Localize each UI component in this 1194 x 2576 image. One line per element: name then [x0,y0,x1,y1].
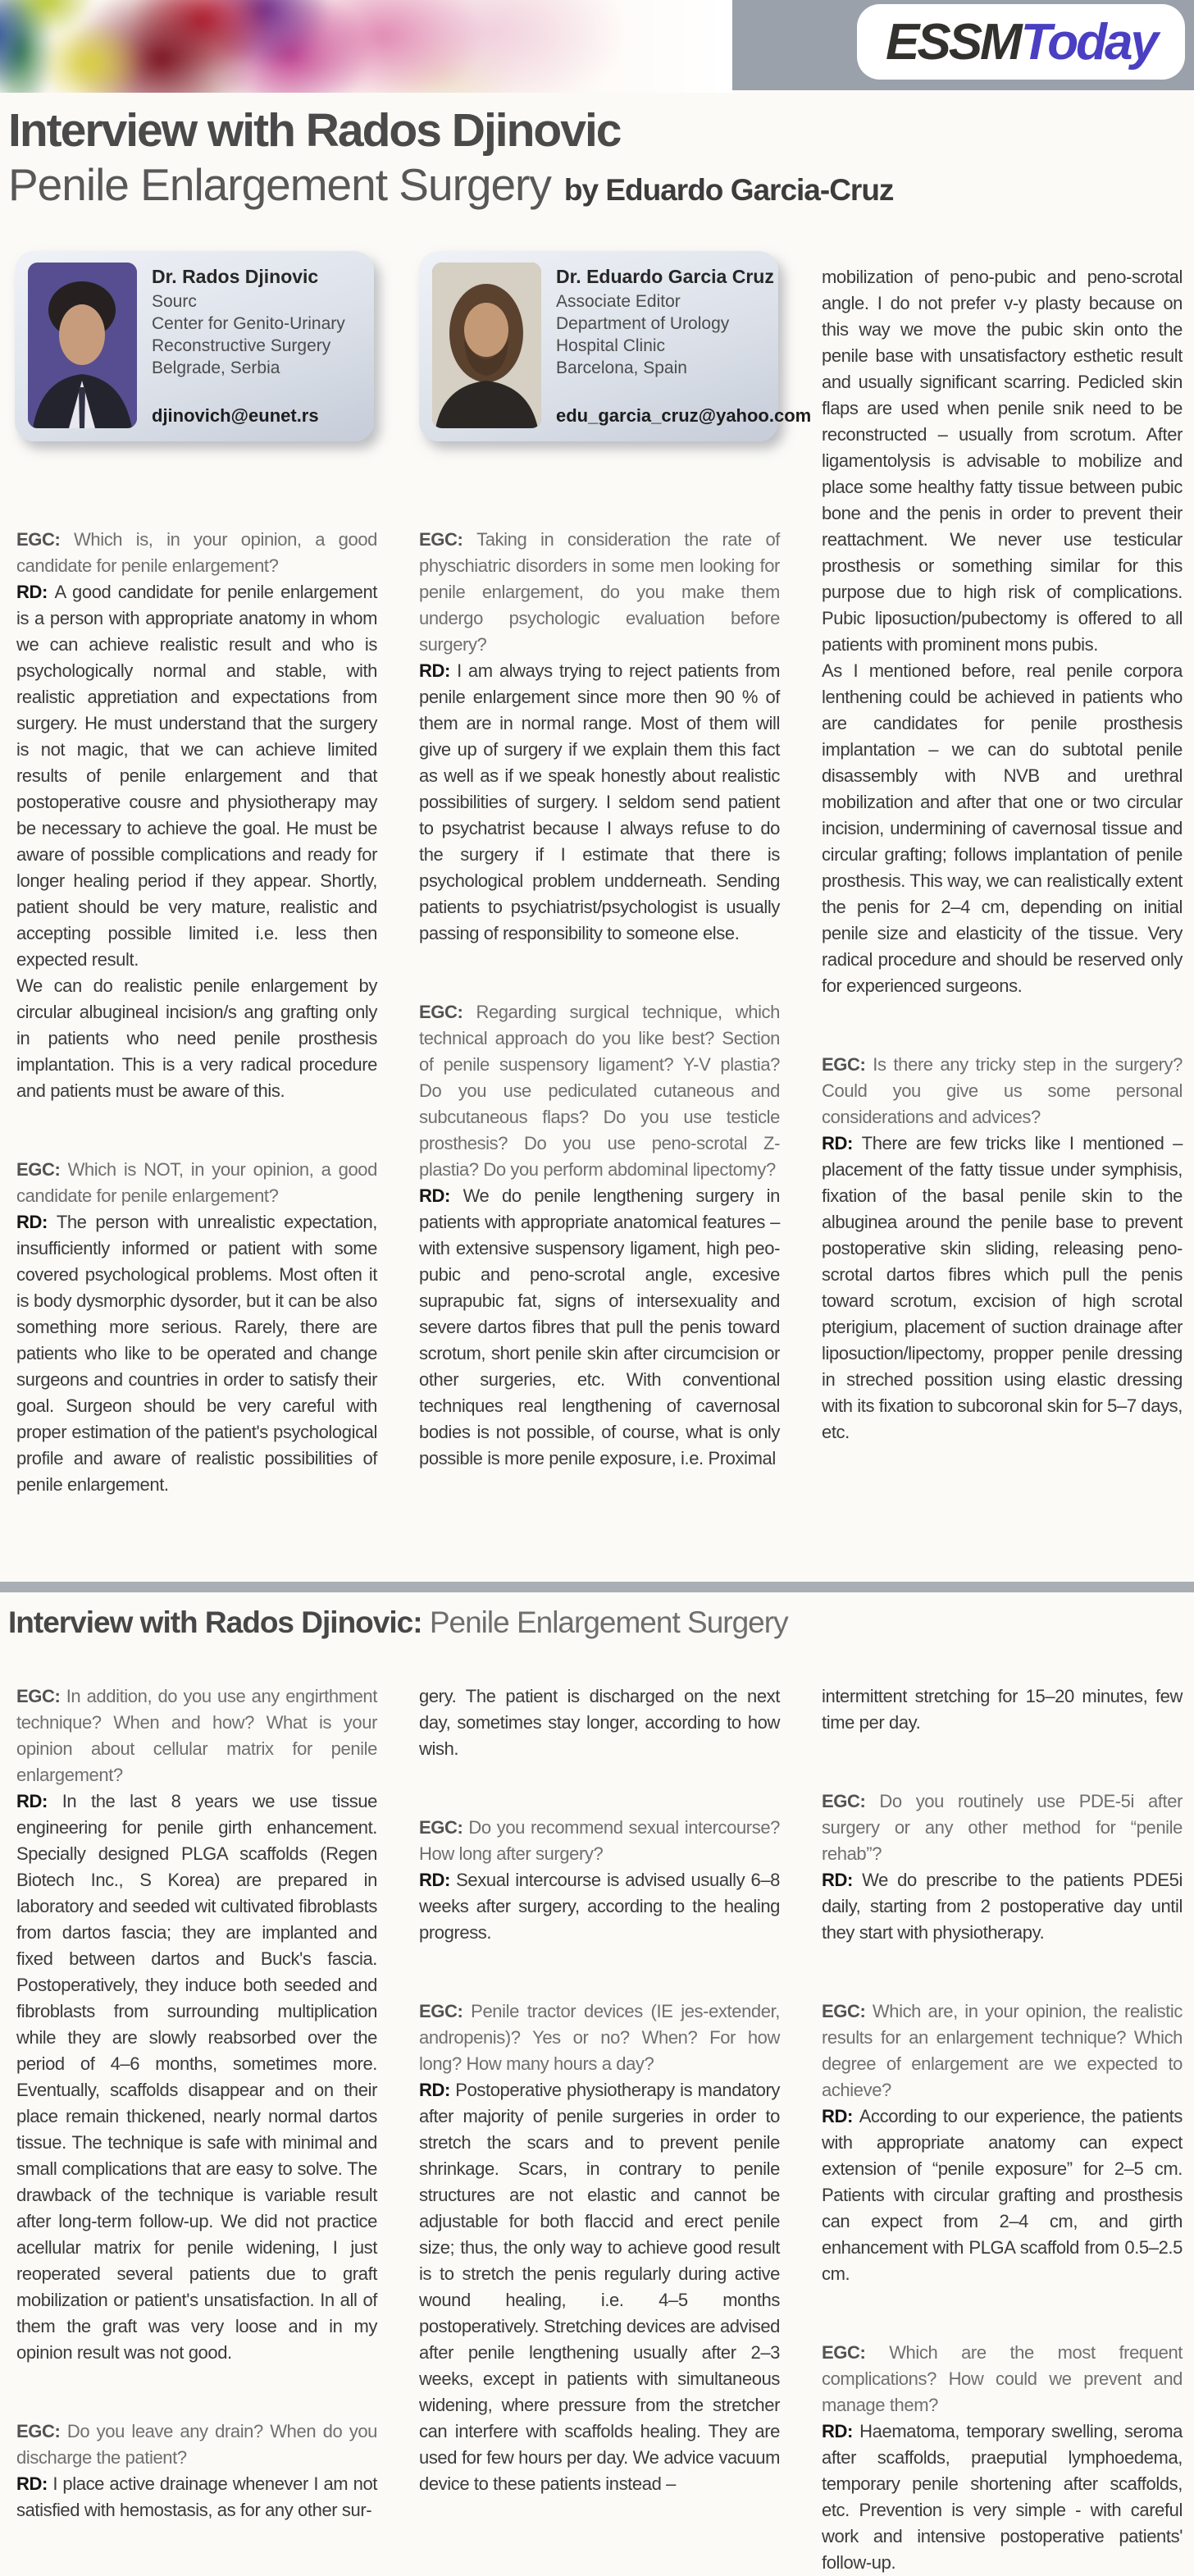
speaker-label: EGC: [419,529,477,550]
speaker-label: RD: [822,2421,860,2441]
speaker-label: RD: [419,1870,457,1890]
speaker-label: EGC: [419,1817,469,1838]
question-paragraph: EGC: Penile tractor devices (IE jes-extender, andropenis)? Yes or no? When? For how long? How many hours a day? [419,2001,780,2074]
profile-detail-line: Hospital Clinic [556,336,666,355]
profile-detail-line: Belgrade, Serbia [152,359,280,377]
speaker-label: RD: [822,2106,859,2126]
speaker-label: EGC: [16,1159,68,1180]
speaker-label: RD: [419,660,458,681]
question-paragraph: EGC: Do you recommend sexual intercourse? How long after surgery? [419,1817,780,1864]
profile-email: djinovich@eunet.rs [152,405,319,426]
speaker-label: RD: [419,2080,456,2100]
answer-paragraph: RD: I place active drainage whenever I am not satisfied with hemostasis, as for any other sur- [16,2473,377,2520]
profile-name: Dr. Rados Djinovic [152,266,319,287]
watercolor-artwork [0,0,732,93]
speaker-label: RD: [16,1791,62,1811]
interview-column-3 [822,264,1183,1446]
speaker-label: EGC: [822,2342,890,2363]
speaker-label: RD: [16,1212,57,1232]
answer-paragraph: RD: A good candidate for penile enlargement is a person with appropriate anatomy in whom we can achieve realistic result and who is psychologically normal and stable, with realistic appretiation and expectations from surgery. He must understand that the surgery is not magic, that we can achieve limited results of penile enlargement and that postoperative cousre and physiotherapy may be necessary to achieve the goal. He must be aware of possible complications and ready for longer healing period if they appear. Shortly, patient should be very mature, realistic and accepting possible limited i.e. less then expected result. [16,582,377,970]
interview-column-1 [16,527,377,1498]
answer-paragraph: RD: Haematoma, temporary swelling, seroma after scaffolds, praeputial lymphoedema, temporary penile shortening after scaffolds, etc. Prevention is very simple - with careful work and intensive postoperative patients' follow-up. [822,2421,1183,2573]
profile-detail-line: Department of Urology [556,314,730,333]
interview-column-5 [419,1683,780,2497]
answer-paragraph: RD: Postoperative physiotherapy is mandatory after majority of penile surgeries in order to stretch the scars and to prevent penile shrinkage. Scars, in contrary to penile structures are not elastic and cannot be adjustable for both flaccid and erect penile size; thus, the only way to achieve good result is to stretch the penis regularly during active wound healing, i.e. 4–5 months postoperatively. Stretching devices are advised after penile lengthening usually after 2–3 weeks, except in patients with simultaneous widening, where pressure from the stretcher can interfere with scaffolds healing. They are used for few hours per day. We advice vacuum device to these patients instead – [419,2080,780,2494]
question-paragraph: EGC: Is there any tricky step in the surgery? Could you give us some personal considerations and advices? [822,1054,1183,1127]
speaker-label: EGC: [822,1791,880,1811]
interview-column-2 [419,527,780,1472]
watercolor-paint [0,0,732,93]
question-paragraph: EGC: Which is, in your opinion, a good candidate for penile enlargement? [16,529,377,576]
portrait-photo-garcia-cruz [432,263,541,428]
profile-detail-line: Associate Editor [556,292,681,311]
profile-card-djinovic [15,251,374,441]
article-title-line1: Interview with Rados Djinovic [8,104,621,157]
answer-paragraph: RD: According to our experience, the patients with appropriate anatomy can expect extension of “penile exposure” for 2–5 cm. Patients with circular grafting and prosthesis can expect from 2–4 cm, and girth enhancement with PLGA scaffold from 0.5–2.5 cm. [822,2106,1183,2284]
speaker-label: EGC: [822,1054,873,1075]
article-title-block [8,103,893,212]
speaker-label: EGC: [419,2001,472,2021]
answer-paragraph: As I mentioned before, real penile corpora lenthening could be achieved in patients who are candidates for penile prosthesis implantation – we can do subtotal penile disassembly with NVB and urethral mobilization and after that one or two circular incision, undermining of cavernosal tissue and circular grafting; follows implantation of penile prosthesis. This way, we can realistically extent the penis for 2–4 cm, depending on initial penile size and elasticity of the tissue. Very radical procedure and should be reserved only for experienced surgeons. [822,660,1183,996]
answer-paragraph: gery. The patient is discharged on the next day, sometimes stay longer, according to how wish. [419,1686,780,1759]
profile-detail-line: Reconstructive Surgery [152,336,331,355]
logo-today-text: Today [1020,13,1156,71]
article-byline: by Eduardo Garcia-Cruz [563,173,894,207]
profile-email: edu_garcia_cruz@yahoo.com [556,405,812,426]
speaker-label: RD: [419,1185,463,1206]
interview-column-4 [16,1683,377,2523]
answer-paragraph: mobilization of peno-pubic and peno-scrotal angle. I do not prefer v-y plasty because on this way we move the pubic skin onto the penile base with unsatisfactory esthetic result and usually significant scarring. Pedicled skin flaps are used when penile snik need to be reconstructed – usually from scrotum. After ligamentolysis is advisable to mobilize and place some healthy fatty tissue between pubic bone and the penis in order to prevent their reattachment. We never use testicular prosthesis or something similar for this purpose due to high risk of complications. Pubic liposuction/pubectomy is offered to all patients with prominent mons pubis. [822,267,1183,655]
answer-paragraph: intermittent stretching for 15–20 minutes, few time per day. [822,1686,1183,1733]
speaker-label: RD: [16,2473,53,2494]
answer-paragraph: RD: The person with unrealistic expectation, insufficiently informed or patient with some covered psychological problems. Most often it is body dysmorphic dysorder, but it can be also something more serious. Rarely, there are patients who like to be operated and change surgeons and countries in order to satisfy their goal. Surgeon should be very careful with proper estimation of the patient's psychological profile and aware of realistic possibilities of penile enlargement. [16,1212,377,1495]
profile-name: Dr. Eduardo Garcia Cruz [556,266,774,287]
logo-essm-text: ESSM [886,13,1020,71]
portrait-illustration [432,263,541,428]
masthead-bar [732,0,1194,90]
question-paragraph: EGC: Regarding surgical technique, which technical approach do you like best? Section of penile suspensory ligament? Y-V plastia? Do you use pediculated cutaneous and subcutaneous flaps? Do you use testicle prosthesis? Do you use peno-scrotal Z-plastia? Do you perform abdominal lipectomy? [419,1002,780,1180]
section2-header-regular: Penile Enlargement Surgery [429,1605,788,1639]
speaker-label: RD: [822,1133,862,1153]
speaker-label: EGC: [419,1002,476,1022]
profile-card-garcia-cruz [419,251,812,441]
essm-today-logo [857,4,1185,80]
profile-detail-line: Center for Genito-Urinary [152,314,345,333]
essm-today-logo-text [886,13,1156,71]
question-paragraph: EGC: Do you routinely use PDE-5i after surgery or any other method for “penile rehab”? [822,1791,1183,1864]
portrait-photo-djinovic [28,263,137,428]
portrait-illustration [28,263,137,428]
speaker-label: EGC: [16,2421,67,2441]
article-title-line2: Penile Enlargement Surgery [8,159,551,210]
answer-paragraph: RD: Sexual intercourse is advised usually 6–8 weeks after surgery, according to the healing progress. [419,1870,780,1943]
question-paragraph: EGC: Which are the most frequent complications? How could we prevent and manage them? [822,2342,1183,2415]
interview-column-6 [822,1683,1183,2576]
speaker-label: RD: [16,582,55,602]
profile-detail-line: Barcelona, Spain [556,359,687,377]
question-paragraph: EGC: Which is NOT, in your opinion, a good candidate for penile enlargement? [16,1159,377,1206]
section2-header [8,1605,788,1641]
section2-header-bold: Interview with Rados Djinovic: [8,1605,422,1639]
profile-info-garcia-cruz [556,263,811,430]
profile-detail-line: Sourc [152,292,197,311]
answer-paragraph: RD: In the last 8 years we use tissue engineering for penile girth enhancement. Specially designed PLGA scaffolds (Regen Biotech Inc., S Korea) are prepared in laboratory and seeded wit cultivated fibroblasts from dartos fascia; they are implanted and fixed between dartos and Buck's fascia. Postoperatively, they induce both seeded and fibroblasts from surrounding multiplication while they are slowly reabsorbed over the period of 4–6 months, sometimes more. Eventually, scaffolds disappear and on their place remain thickened, nearly normal dartos tissue. The technique is safe with minimal and small complications that are easy to solve. The drawback of the technique is variable result after long-term follow-up. We did not practice acellular matrix for penile widening, I just reoperated several patients due to graft mobilization or patient's unsatisfaction. In all of them the graft was very loose and in my opinion result was not good. [16,1791,377,2363]
answer-paragraph: RD: We do penile lengthening surgery in patients with appropriate anatomical features – with extensive suspensory ligament, high peo-pubic and peno-scrotal angle, excesive suprapubic fat, signs of intersexuality and severe dartos fibres that pull the penis toward scrotum, short penile skin after circumcision or other surgeries, etc. With conventional techniques real lengthening of cavernosal bodies is not possible, of course, what is only possible is more penile exposure, i.e. Proximal [419,1185,780,1468]
profile-info-djinovic [152,263,345,430]
speaker-label: EGC: [822,2001,873,2021]
question-paragraph: EGC: In addition, do you use any engirthment technique? When and how? What is your opinion about cellular matrix for penile enlargement? [16,1686,377,1785]
question-paragraph: EGC: Do you leave any drain? When do you discharge the patient? [16,2421,377,2468]
speaker-label: EGC: [16,1686,66,1706]
speaker-label: EGC: [16,529,74,550]
answer-paragraph: RD: I am always trying to reject patients from penile enlargement since more then 90 % of them are in normal range. Most of them will give up of surgery if we explain them this fact as well as if we speak honestly about realistic possibilities of surgery. I seldom send patient to psychatrist because I always refuse to do the surgery if I estimate that there is psychological problem undderneath. Sending patients to psychiatrist/psychologist is usually passing of responsibility to someone else. [419,660,780,943]
section-divider-bar [0,1582,1194,1592]
answer-paragraph: RD: There are few tricks like I mentioned – placement of the fatty tissue under symphisis, fixation of the basal penile skin to the albuginea around the penile base to prevent postoperative skin sliding, releasing peno-scrotal dartos fibres which pull the penis toward scrotum, excision of high scrotal pterigium, placement of suction drainage after liposuction/lipectomy, propper penile dressing in streched possition using elastic dressing with its fixation to subcoronal skin for 5–7 days, etc. [822,1133,1183,1442]
answer-paragraph: RD: We do prescribe to the patients PDE5i daily, starting from 2 postoperative day until they start with physiotherapy. [822,1870,1183,1943]
speaker-label: RD: [822,1870,863,1890]
question-paragraph: EGC: Taking in consideration the rate of physchiatric disorders in some men looking for penile enlargement, do you make them undergo psychologic evaluation before surgery? [419,529,780,655]
answer-paragraph: We can do realistic penile enlargement by circular albugineal incision/s ang grafting only in patients who need penile prosthesis implantation. This is a very radical procedure and patients must be aware of this. [16,975,377,1101]
question-paragraph: EGC: Which are, in your opinion, the realistic results for an enlargement technique? Which degree of enlargement are we expected to achieve? [822,2001,1183,2100]
